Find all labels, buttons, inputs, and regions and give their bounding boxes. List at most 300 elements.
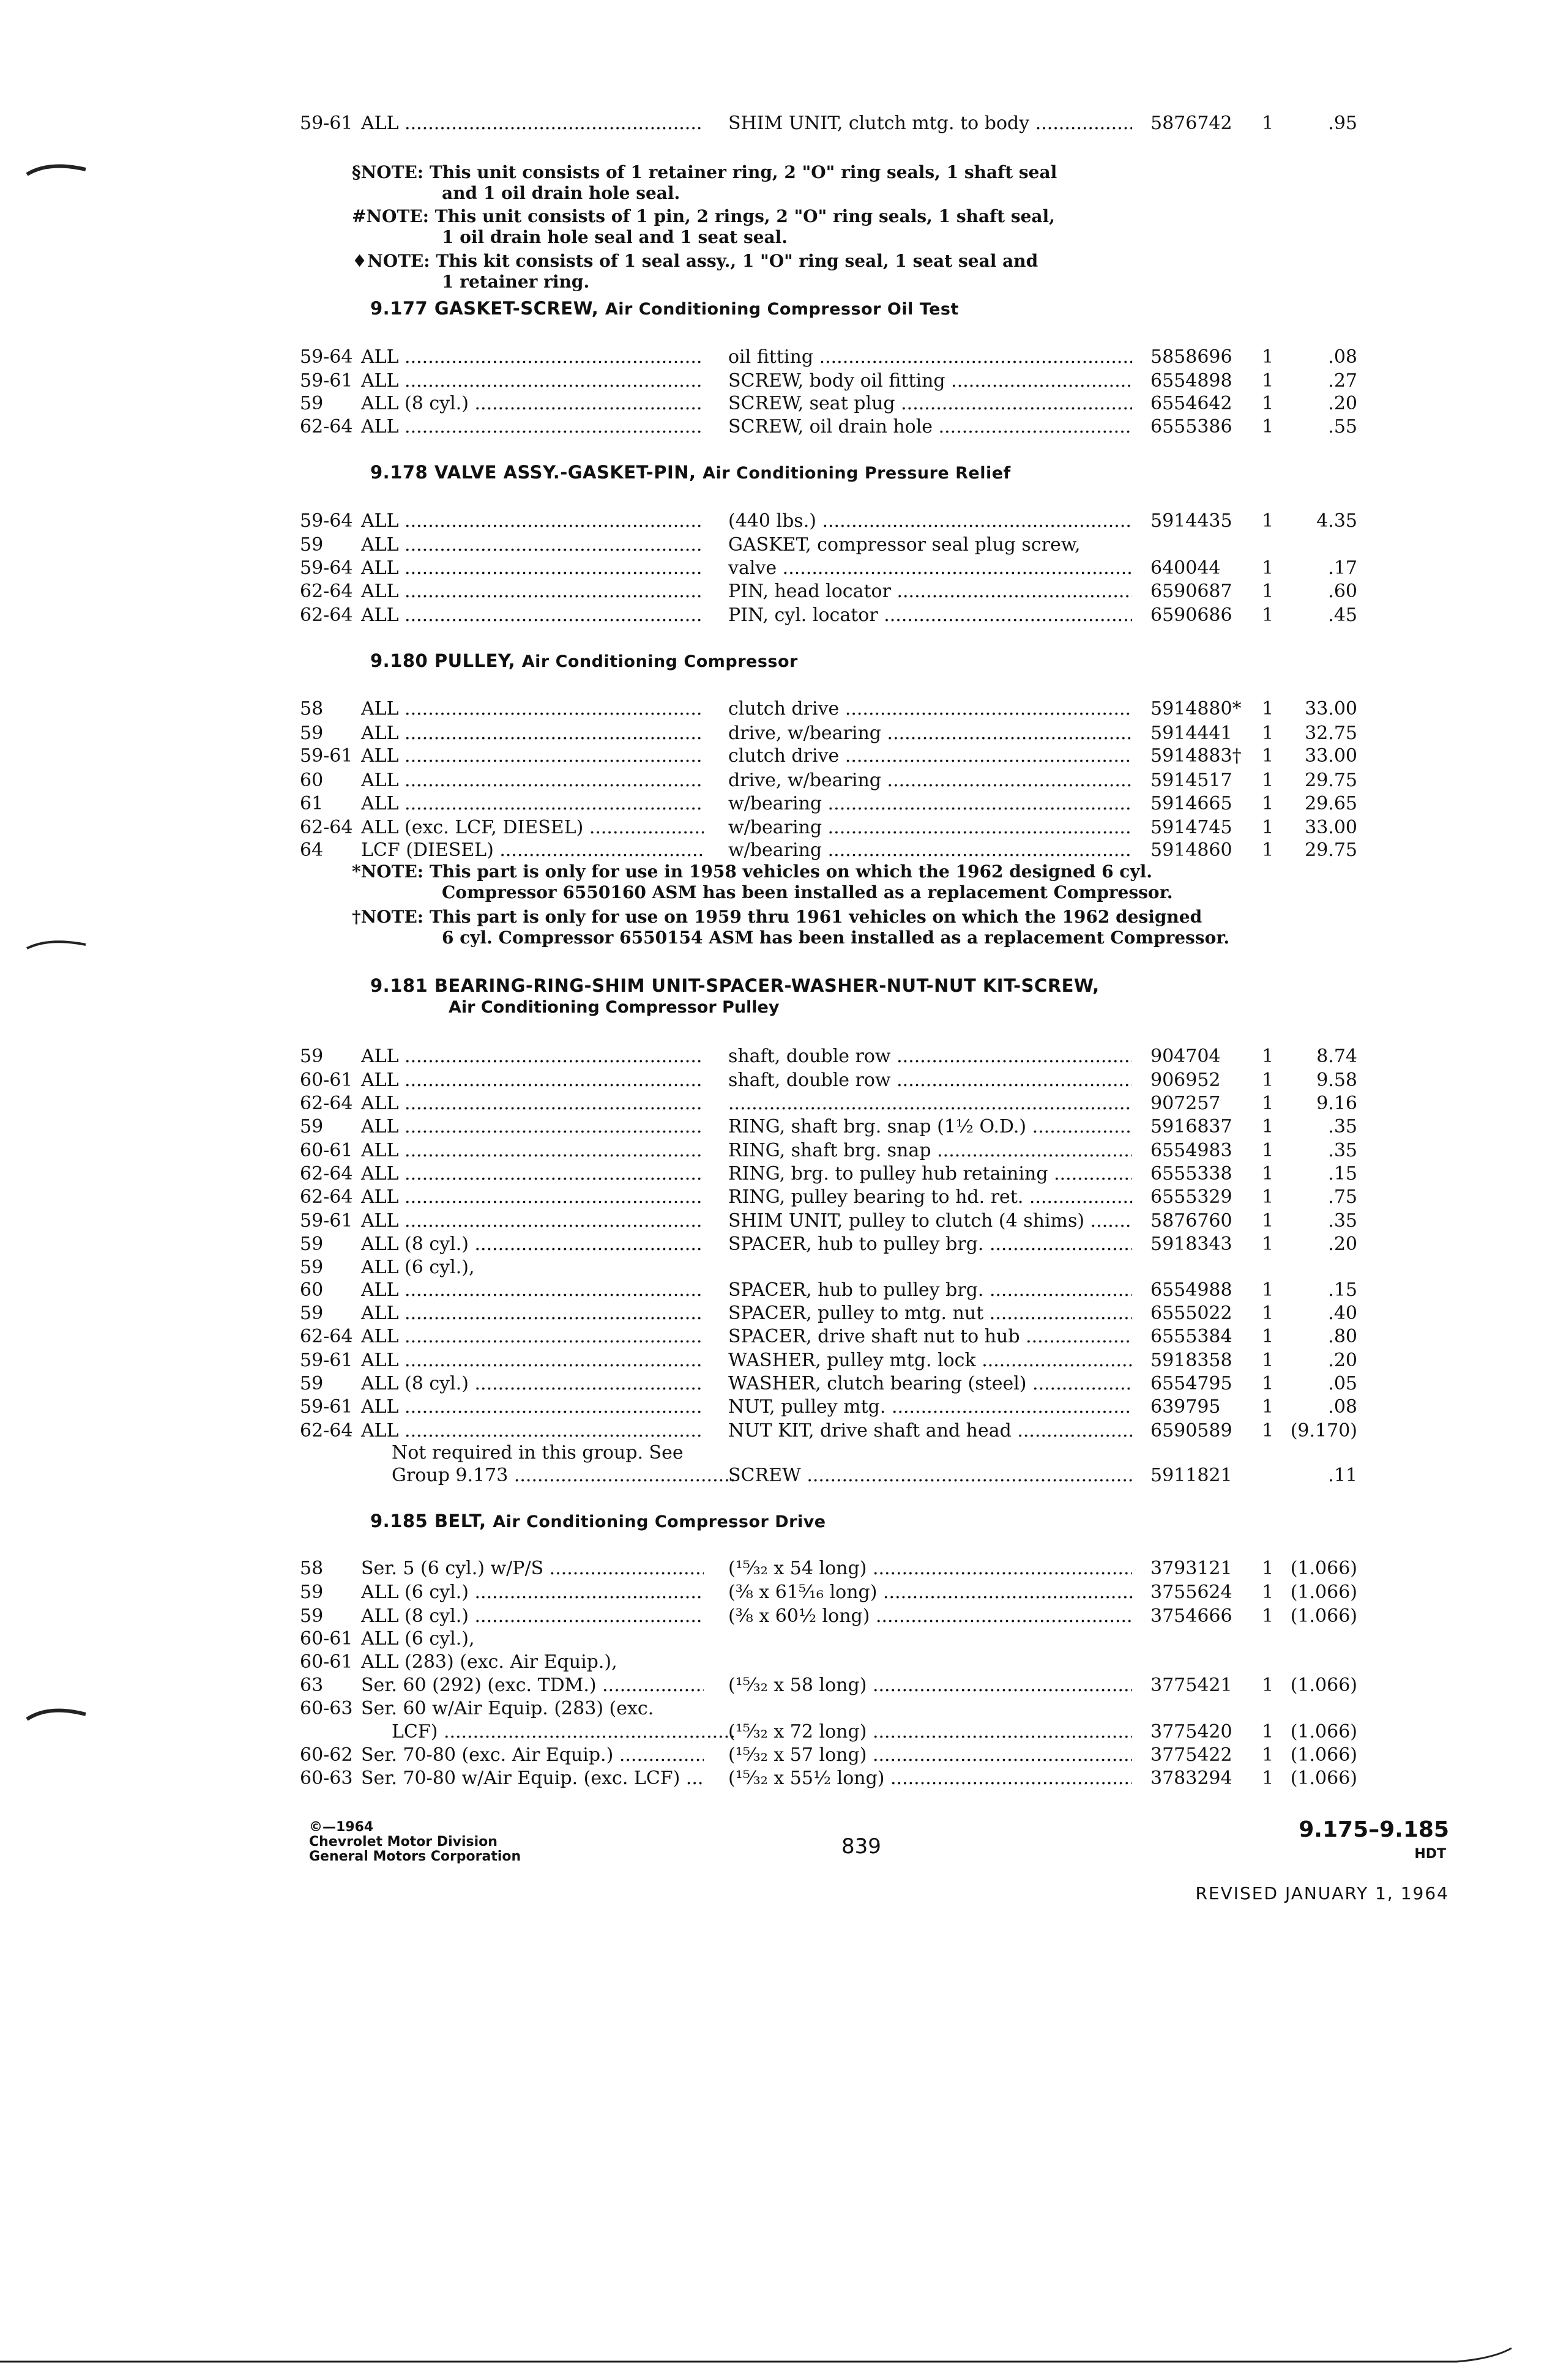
note-prefix: *NOTE: xyxy=(352,861,424,882)
model-year: 59-64 xyxy=(300,510,353,532)
price: .20 xyxy=(1328,1350,1357,1371)
price: .15 xyxy=(1328,1279,1357,1301)
part-description: w/bearing ..... xyxy=(728,839,1132,862)
price: 9.16 xyxy=(1316,1093,1357,1114)
model-year: 59 xyxy=(300,1582,324,1603)
quantity: 1 xyxy=(1262,1768,1274,1789)
part-description: SCREW, oil drain hole ..... xyxy=(728,415,1132,439)
part-description: drive, w/bearing ..... xyxy=(728,722,1132,745)
part-number: 6554642 xyxy=(1150,393,1232,414)
part-description: (⅜ x 60½ long) ..... xyxy=(728,1605,1132,1628)
model-year: 62-64 xyxy=(300,1163,353,1184)
part-description: RING, pulley bearing to hd. ret. ..... xyxy=(728,1186,1132,1209)
price: .95 xyxy=(1328,113,1357,134)
model-application: ALL ..... xyxy=(361,1302,704,1325)
part-description: WASHER, clutch bearing (steel) ..... xyxy=(728,1372,1132,1396)
part-number: 904704 xyxy=(1150,1046,1221,1067)
part-number: 6555022 xyxy=(1150,1303,1232,1324)
part-number: 5914435 xyxy=(1150,510,1232,532)
note-prefix: §NOTE: xyxy=(352,162,424,182)
part-description: NUT, pulley mtg. ..... xyxy=(728,1396,1132,1419)
model-year: 59 xyxy=(300,1116,324,1137)
model-application: ALL ..... xyxy=(361,415,704,439)
part-description: clutch drive ..... xyxy=(728,745,1132,768)
price: 29.75 xyxy=(1305,770,1357,791)
quantity: 1 xyxy=(1262,510,1274,532)
part-row xyxy=(0,816,1547,839)
model-application: Not required in this group. See xyxy=(392,1442,684,1463)
part-description: (¹⁵⁄₃₂ x 55½ long) ..... xyxy=(728,1767,1132,1790)
binding-hole-mark-2 xyxy=(24,930,92,954)
note-line-2: 1 oil drain hole seal and 1 seat seal. xyxy=(442,227,788,247)
section-subtitle: Air Conditioning Compressor Pulley xyxy=(449,998,780,1017)
page-edge-line xyxy=(0,2343,1547,2380)
part-description: SCREW ..... xyxy=(728,1464,1132,1487)
part-number: 5876760 xyxy=(1150,1210,1232,1232)
part-number: 5876742 xyxy=(1150,113,1232,134)
part-number: 5914745 xyxy=(1150,817,1232,838)
model-year: 62-64 xyxy=(300,817,353,838)
model-application: ALL ..... xyxy=(361,1419,704,1443)
part-description: shaft, double row ..... xyxy=(728,1069,1132,1092)
part-row xyxy=(0,1627,1547,1651)
part-description: w/bearing ..... xyxy=(728,792,1132,816)
note-line-1 xyxy=(352,907,1202,928)
part-description: (440 lbs.) ..... xyxy=(728,510,1132,533)
part-row xyxy=(0,1115,1547,1139)
price: 9.58 xyxy=(1316,1069,1357,1091)
price: (1.066) xyxy=(1290,1675,1357,1696)
model-application: ALL ..... xyxy=(361,604,704,627)
quantity: 1 xyxy=(1262,723,1274,744)
price: .08 xyxy=(1328,1396,1357,1418)
model-application: ALL ..... xyxy=(361,1325,704,1348)
price: .35 xyxy=(1328,1140,1357,1161)
series-code: HDT xyxy=(1414,1846,1446,1862)
model-application: ALL ..... xyxy=(361,1210,704,1233)
model-year: 59 xyxy=(300,1605,324,1627)
part-row xyxy=(0,1605,1547,1628)
part-row xyxy=(0,1372,1547,1396)
section-number: 9.177 xyxy=(370,298,434,319)
part-number: 6590687 xyxy=(1150,581,1232,602)
section-number: 9.178 xyxy=(370,462,434,483)
part-row xyxy=(0,1139,1547,1162)
part-row xyxy=(0,392,1547,415)
model-application: ALL (exc. LCF, DIESEL) ..... xyxy=(361,816,704,839)
part-row xyxy=(0,1651,1547,1674)
quantity: 1 xyxy=(1262,1093,1274,1114)
quantity: 1 xyxy=(1262,1373,1274,1394)
quantity: 1 xyxy=(1262,1140,1274,1161)
price: .20 xyxy=(1328,1233,1357,1255)
model-application: ALL ..... xyxy=(361,557,704,580)
part-description: SPACER, pulley to mtg. nut ..... xyxy=(728,1302,1132,1325)
quantity: 1 xyxy=(1262,1350,1274,1371)
note-text: This part is only for use in 1958 vehicles on which the 1962 designed 6 cyl. xyxy=(423,861,1153,882)
part-row xyxy=(0,1302,1547,1325)
quantity: 1 xyxy=(1262,1279,1274,1301)
price: .20 xyxy=(1328,393,1357,414)
model-application: Ser. 60 (292) (exc. TDM.) ..... xyxy=(361,1674,704,1697)
model-year: 62-64 xyxy=(300,581,353,602)
model-application: ALL ..... xyxy=(361,1115,704,1139)
model-application: ALL (8 cyl.) ..... xyxy=(361,392,704,415)
price: (1.066) xyxy=(1290,1605,1357,1627)
part-description: SPACER, hub to pulley brg. ..... xyxy=(728,1279,1132,1302)
section-heading xyxy=(370,298,959,319)
quantity: 1 xyxy=(1262,817,1274,838)
price: 4.35 xyxy=(1316,510,1357,532)
model-application: ALL ..... xyxy=(361,1162,704,1186)
model-application: ALL ..... xyxy=(361,112,704,135)
part-description: RING, brg. to pulley hub retaining ..... xyxy=(728,1162,1132,1186)
price: (1.066) xyxy=(1290,1721,1357,1742)
part-number: 640044 xyxy=(1150,557,1221,579)
part-row xyxy=(0,1674,1547,1697)
model-application: ALL ..... xyxy=(361,510,704,533)
part-description: PIN, head locator ..... xyxy=(728,580,1132,603)
part-row xyxy=(0,580,1547,603)
section-range: 9.175–9.185 xyxy=(1299,1817,1449,1842)
model-application: LCF (DIESEL) ..... xyxy=(361,839,704,862)
model-year: 60-61 xyxy=(300,1651,353,1673)
model-application: ALL ..... xyxy=(361,580,704,603)
quantity: 1 xyxy=(1262,1558,1274,1579)
part-description: SCREW, body oil fitting ..... xyxy=(728,370,1132,393)
part-row xyxy=(0,792,1547,816)
part-number: 5914441 xyxy=(1150,723,1232,744)
part-number: 5914517 xyxy=(1150,770,1232,791)
model-year: 59-61 xyxy=(300,1210,353,1232)
page-number: 839 xyxy=(841,1834,881,1859)
footer-division: Chevrolet Motor Division xyxy=(309,1834,498,1850)
part-number: 6555386 xyxy=(1150,416,1232,437)
part-number: 5914883† xyxy=(1150,745,1242,767)
part-row xyxy=(0,1581,1547,1604)
part-number: 906952 xyxy=(1150,1069,1221,1091)
part-number: 6554795 xyxy=(1150,1373,1232,1394)
model-year: 60-61 xyxy=(300,1628,353,1649)
section-title: VALVE ASSY.-GASKET-PIN, xyxy=(434,462,703,483)
price: (1.066) xyxy=(1290,1768,1357,1789)
part-number: 3775422 xyxy=(1150,1744,1232,1766)
model-year: 60-63 xyxy=(300,1768,353,1789)
note-prefix: ♦NOTE: xyxy=(352,251,430,271)
section-subtitle: Air Conditioning Compressor Oil Test xyxy=(605,300,959,319)
section-number: 9.181 xyxy=(370,975,434,996)
part-row xyxy=(0,1092,1547,1115)
part-number: 6554988 xyxy=(1150,1279,1232,1301)
part-number: 6590589 xyxy=(1150,1420,1232,1441)
price: 8.74 xyxy=(1316,1046,1357,1067)
note-text: This kit consists of 1 seal assy., 1 "O" ring seal, 1 seat seal and xyxy=(430,251,1038,271)
part-number: 6590686 xyxy=(1150,604,1232,626)
model-year: 59-61 xyxy=(300,1396,353,1418)
model-year: 59-64 xyxy=(300,346,353,368)
part-description: (¹⁵⁄₃₂ x 54 long) ..... xyxy=(728,1557,1132,1580)
part-description: SHIM UNIT, clutch mtg. to body ..... xyxy=(728,112,1132,135)
model-application: ALL ..... xyxy=(361,346,704,369)
note-text: This part is only for use on 1959 thru 1961 vehicles on which the 1962 designed xyxy=(423,907,1202,927)
part-description: SPACER, hub to pulley brg. ..... xyxy=(728,1233,1132,1256)
section-number: 9.185 xyxy=(370,1511,434,1531)
model-year: 59 xyxy=(300,1303,324,1324)
model-year: 59 xyxy=(300,534,324,556)
part-row xyxy=(0,1279,1547,1302)
price: 29.75 xyxy=(1305,839,1357,861)
price: (1.066) xyxy=(1290,1744,1357,1766)
part-description: valve ..... xyxy=(728,557,1132,580)
price: .05 xyxy=(1328,1373,1357,1394)
price: .11 xyxy=(1328,1465,1357,1486)
quantity: 1 xyxy=(1262,745,1274,767)
part-description: SCREW, seat plug ..... xyxy=(728,392,1132,415)
model-year: 62-64 xyxy=(300,604,353,626)
part-row xyxy=(0,839,1547,862)
part-description: oil fitting ..... xyxy=(728,346,1132,369)
part-description: RING, shaft brg. snap ..... xyxy=(728,1139,1132,1162)
part-row xyxy=(0,1464,1547,1487)
part-row xyxy=(0,1045,1547,1068)
part-number: 6555329 xyxy=(1150,1186,1232,1208)
model-year: 59-61 xyxy=(300,1350,353,1371)
section-heading xyxy=(370,650,798,671)
model-application: ALL ..... xyxy=(361,1186,704,1209)
model-application: ALL ..... xyxy=(361,1396,704,1419)
price: 33.00 xyxy=(1305,817,1357,838)
quantity: 1 xyxy=(1262,1210,1274,1232)
model-year: 59 xyxy=(300,1257,324,1278)
part-row xyxy=(0,510,1547,533)
note-line-1 xyxy=(352,206,1055,227)
quantity: 1 xyxy=(1262,1605,1274,1627)
price: .35 xyxy=(1328,1210,1357,1232)
quantity: 1 xyxy=(1262,793,1274,814)
price: 32.75 xyxy=(1305,723,1357,744)
footer-publisher xyxy=(309,1820,521,1864)
part-number: 5858696 xyxy=(1150,346,1232,368)
part-row xyxy=(0,1744,1547,1767)
model-year: 60-63 xyxy=(300,1698,353,1719)
note-text: This unit consists of 1 pin, 2 rings, 2 "O" ring seals, 1 shaft seal, xyxy=(428,206,1055,226)
part-description: (¹⁵⁄₃₂ x 72 long) ..... xyxy=(728,1720,1132,1744)
price: .35 xyxy=(1328,1116,1357,1137)
quantity: 1 xyxy=(1262,1303,1274,1324)
model-application: ALL ..... xyxy=(361,697,704,721)
part-row xyxy=(0,1349,1547,1372)
price: .08 xyxy=(1328,346,1357,368)
part-row xyxy=(0,1162,1547,1186)
part-description: NUT KIT, drive shaft and head ..... xyxy=(728,1419,1132,1443)
part-description: SPACER, drive shaft nut to hub ..... xyxy=(728,1325,1132,1348)
price: 33.00 xyxy=(1305,698,1357,720)
footer-copyright: ©—1964 xyxy=(309,1820,374,1835)
note-prefix: #NOTE: xyxy=(352,206,429,226)
part-number: 6555338 xyxy=(1150,1163,1232,1184)
price: .40 xyxy=(1328,1303,1357,1324)
part-row xyxy=(0,370,1547,393)
model-application: ALL ..... xyxy=(361,1349,704,1372)
quantity: 1 xyxy=(1262,1420,1274,1441)
part-description: RING, shaft brg. snap (1½ O.D.) ..... xyxy=(728,1115,1132,1139)
model-year: 59 xyxy=(300,1233,324,1255)
model-year: 59 xyxy=(300,1046,324,1067)
model-year: 62-64 xyxy=(300,1420,353,1441)
part-row xyxy=(0,722,1547,745)
quantity: 1 xyxy=(1262,1721,1274,1742)
model-year: 62-64 xyxy=(300,416,353,437)
model-application: ALL (6 cyl.) ..... xyxy=(361,1581,704,1604)
part-row xyxy=(0,415,1547,439)
model-application: Ser. 60 w/Air Equip. (283) (exc. xyxy=(361,1698,654,1719)
section-title: PULLEY, xyxy=(434,650,522,671)
quantity: 1 xyxy=(1262,770,1274,791)
quantity: 1 xyxy=(1262,698,1274,720)
part-description: WASHER, pulley mtg. lock ..... xyxy=(728,1349,1132,1372)
part-number: 6554898 xyxy=(1150,370,1232,392)
part-number: 3755624 xyxy=(1150,1582,1232,1603)
part-description: shaft, double row ..... xyxy=(728,1045,1132,1068)
footer-corporation: General Motors Corporation xyxy=(309,1849,521,1864)
price: .80 xyxy=(1328,1326,1357,1347)
model-application: ALL ..... xyxy=(361,1279,704,1302)
part-row xyxy=(0,1396,1547,1419)
model-year: 60-61 xyxy=(300,1140,353,1161)
model-application: ALL ..... xyxy=(361,534,704,557)
model-application: Ser. 70-80 (exc. Air Equip.) ..... xyxy=(361,1744,704,1767)
quantity: 1 xyxy=(1262,1186,1274,1208)
model-application: LCF) ..... xyxy=(392,1720,734,1744)
part-row xyxy=(0,557,1547,580)
part-row xyxy=(0,1767,1547,1790)
part-number: 5916837 xyxy=(1150,1116,1232,1137)
section-subtitle: Air Conditioning Compressor xyxy=(521,652,798,671)
price: .15 xyxy=(1328,1163,1357,1184)
price: (1.066) xyxy=(1290,1558,1357,1579)
price: .45 xyxy=(1328,604,1357,626)
binding-hole-mark-1 xyxy=(24,156,92,180)
quantity: 1 xyxy=(1262,346,1274,368)
model-year: 59 xyxy=(300,393,324,414)
part-number: 5914880* xyxy=(1150,698,1242,720)
price: (9.170) xyxy=(1290,1420,1357,1441)
part-number: 6554983 xyxy=(1150,1140,1232,1161)
model-application: Ser. 70-80 w/Air Equip. (exc. LCF) ..... xyxy=(361,1767,704,1790)
part-row xyxy=(0,1233,1547,1256)
model-year: 62-64 xyxy=(300,1093,353,1114)
quantity: 1 xyxy=(1262,1675,1274,1696)
model-year: 60-62 xyxy=(300,1744,353,1766)
model-application: ALL ..... xyxy=(361,370,704,393)
quantity: 1 xyxy=(1262,581,1274,602)
part-number: 3775421 xyxy=(1150,1675,1232,1696)
section-heading xyxy=(370,462,1011,483)
part-number: 5914665 xyxy=(1150,793,1232,814)
quantity: 1 xyxy=(1262,1116,1274,1137)
model-application: ALL ..... xyxy=(361,1069,704,1092)
part-row xyxy=(0,745,1547,768)
part-description: PIN, cyl. locator ..... xyxy=(728,604,1132,627)
part-row xyxy=(0,1557,1547,1580)
model-application: Ser. 5 (6 cyl.) w/P/S ..... xyxy=(361,1557,704,1580)
model-application: ALL ..... xyxy=(361,1092,704,1115)
model-year: 59 xyxy=(300,723,324,744)
section-subtitle: Air Conditioning Compressor Drive xyxy=(493,1512,826,1531)
model-year: 58 xyxy=(300,1558,324,1579)
model-year: 61 xyxy=(300,793,324,814)
part-description: drive, w/bearing ..... xyxy=(728,769,1132,792)
model-year: 59-61 xyxy=(300,370,353,392)
note-line-1 xyxy=(352,162,1057,183)
note-text: This unit consists of 1 retainer ring, 2 "O" ring seals, 1 shaft seal xyxy=(423,162,1057,182)
part-row xyxy=(0,1210,1547,1233)
model-application: Group 9.173 ..... xyxy=(392,1464,734,1487)
part-description: SHIM UNIT, pulley to clutch (4 shims) ..... xyxy=(728,1210,1132,1233)
quantity: 1 xyxy=(1262,1582,1274,1603)
price: .17 xyxy=(1328,557,1357,579)
price: 33.00 xyxy=(1305,745,1357,767)
quantity: 1 xyxy=(1262,1233,1274,1255)
part-number: 5911821 xyxy=(1150,1465,1232,1486)
part-number: 6555384 xyxy=(1150,1326,1232,1347)
model-application: ALL ..... xyxy=(361,722,704,745)
quantity: 1 xyxy=(1262,113,1274,134)
model-application: ALL ..... xyxy=(361,1139,704,1162)
section-subtitle: Air Conditioning Pressure Relief xyxy=(703,464,1011,483)
quantity: 1 xyxy=(1262,1069,1274,1091)
model-year: 60 xyxy=(300,1279,324,1301)
model-application: ALL (6 cyl.), xyxy=(361,1628,475,1649)
price: .27 xyxy=(1328,370,1357,392)
part-description: GASKET, compressor seal plug screw, xyxy=(728,534,1081,556)
note-line-2: Compressor 6550160 ASM has been installed as a replacement Compressor. xyxy=(442,882,1173,902)
model-year: 59-64 xyxy=(300,557,353,579)
part-row xyxy=(0,1186,1547,1209)
model-application: ALL (8 cyl.) ..... xyxy=(361,1233,704,1256)
model-year: 62-64 xyxy=(300,1186,353,1208)
quantity: 1 xyxy=(1262,839,1274,861)
part-row xyxy=(0,1697,1547,1720)
part-number: 907257 xyxy=(1150,1093,1221,1114)
model-application: ALL ..... xyxy=(361,745,704,768)
part-description: (⅜ x 61⁵⁄₁₆ long) ..... xyxy=(728,1581,1132,1604)
part-number: 5918343 xyxy=(1150,1233,1232,1255)
model-year: 63 xyxy=(300,1675,324,1696)
part-number: 3754666 xyxy=(1150,1605,1232,1627)
price: .60 xyxy=(1328,581,1357,602)
price: (1.066) xyxy=(1290,1582,1357,1603)
part-description: w/bearing ..... xyxy=(728,816,1132,839)
model-year: 60-61 xyxy=(300,1069,353,1091)
part-row xyxy=(0,769,1547,792)
model-year: 59-61 xyxy=(300,113,353,134)
part-row xyxy=(0,112,1547,135)
model-year: 62-64 xyxy=(300,1326,353,1347)
part-number: 3783294 xyxy=(1150,1768,1232,1789)
quantity: 1 xyxy=(1262,416,1274,437)
part-description xyxy=(728,1092,1132,1115)
section-title: GASKET-SCREW, xyxy=(434,298,605,319)
part-number: 5914860 xyxy=(1150,839,1232,861)
model-application: ALL (8 cyl.) ..... xyxy=(361,1605,704,1628)
quantity: 1 xyxy=(1262,1326,1274,1347)
note-line-1 xyxy=(352,251,1038,272)
note-line-2: 1 retainer ring. xyxy=(442,272,590,292)
part-number: 3793121 xyxy=(1150,1558,1232,1579)
price: .75 xyxy=(1328,1186,1357,1208)
model-application: ALL ..... xyxy=(361,769,704,792)
